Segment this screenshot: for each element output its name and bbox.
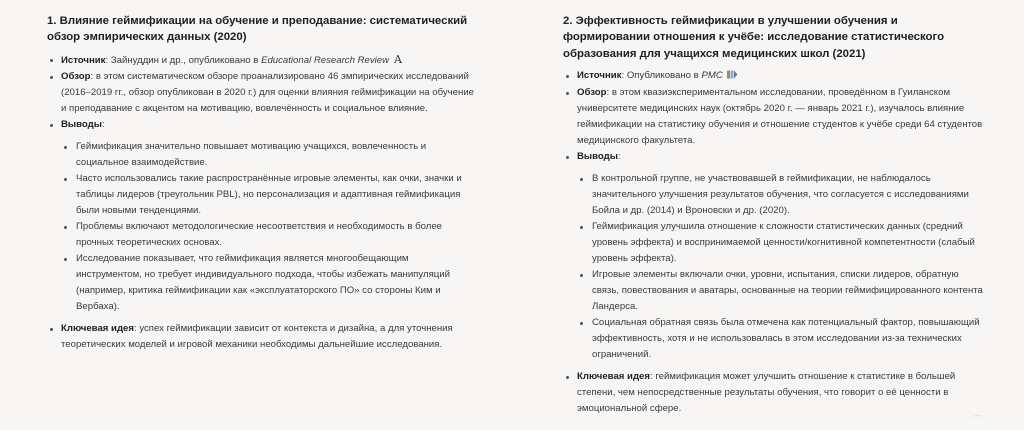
finding: В контрольной группе, не участвовавшей в геймификации, не наблюдалось значительного улучшения результатов обучения, что согласуется с исследованиями Бойла и др. (2014) и Вроновски и др. (2020). bbox=[577, 171, 983, 219]
findings-list bbox=[577, 171, 983, 363]
findings-colon: : bbox=[101, 118, 105, 130]
overview-item bbox=[47, 69, 477, 117]
source-item bbox=[47, 52, 477, 69]
journal-name[interactable]: Educational Research Review bbox=[261, 54, 390, 66]
overview-text: : в этом квазиэкспериментальном исследовании, проведённом в Гуиланском университете медицинских наук (октябрь 2020 г. — январь 2021 г.), изучалось влияние геймификации на статистику обучения и отношение студентов к учёбе среди 64 студентов медицинского факультета. bbox=[577, 86, 983, 146]
key-idea-text: : успех геймификации зависит от контекста и дизайна, а для уточнения теоретических моделей и игровой механики необходимы дальнейшие исследования. bbox=[61, 322, 453, 350]
study-details bbox=[563, 68, 983, 417]
overview-label: Обзор bbox=[61, 70, 91, 82]
overview-label: Обзор bbox=[577, 86, 607, 98]
source-label: Источник bbox=[577, 69, 622, 81]
study-2 bbox=[563, 13, 983, 417]
key-idea-item bbox=[47, 321, 477, 353]
journal-logo-icon[interactable]: A bbox=[394, 52, 402, 66]
finding: Геймификация улучшила отношение к сложности статистических данных (средний уровень эффекта) и воспринимаемой ценности/когнитивной компетентности (слабый уровень эффекта). bbox=[577, 219, 983, 267]
key-idea-text: : геймификация может улучшить отношение к статистике в большей степени, чем непосредственные результаты обучения, что говорит о её ценности в эмоциональной сфере. bbox=[577, 370, 956, 414]
study-1 bbox=[47, 13, 477, 353]
finding: Социальная обратная связь была отмечена как потенциальный фактор, повышающий эффективность, хотя и не использовалась в этом исследовании из-за технических ограничений. bbox=[577, 315, 983, 363]
findings-label: Выводы bbox=[61, 118, 102, 130]
overview-item bbox=[563, 85, 983, 149]
finding: Геймификация значительно повышает мотивацию учащихся, вовлеченность и социальное взаимодействие. bbox=[61, 139, 477, 171]
study-title: 2. Эффективность геймификации в улучшении обучения и формировании отношения к учёбе: исследование статистического образования для учащихся медицинских школ (2021) bbox=[563, 15, 945, 60]
findings-item bbox=[47, 117, 477, 315]
findings-list bbox=[61, 139, 477, 315]
source-text: : Опубликовано в bbox=[621, 69, 702, 81]
finding: Проблемы включают методологические несоответствия и необходимость в более прочных теоретических основах. bbox=[61, 219, 477, 251]
finding: Игровые элементы включали очки, уровни, испытания, списки лидеров, обратную связь, повествования и аватары, основанные на теории геймифицированного контента Ландерса. bbox=[577, 267, 983, 315]
findings-item bbox=[563, 149, 983, 363]
key-idea-item bbox=[563, 369, 983, 417]
source-item bbox=[563, 68, 983, 85]
study-details bbox=[47, 52, 477, 353]
findings-colon: : bbox=[617, 150, 621, 162]
findings-label: Выводы bbox=[577, 150, 618, 162]
source-text: : Зайнуддин и др., опубликовано в bbox=[105, 54, 262, 66]
journal-name[interactable]: PMC bbox=[701, 69, 723, 81]
pmc-logo-icon[interactable] bbox=[727, 69, 738, 85]
source-label: Источник bbox=[61, 54, 106, 66]
finding: Исследование показывает, что геймификация является многообещающим инструментом, но требует индивидуального подхода, чтобы избежать манипуляций (например, критика геймификации как «эксплуататорского ПО» со стороны Ким и Вербаха). bbox=[61, 251, 477, 315]
key-idea-label: Ключевая идея bbox=[61, 322, 134, 334]
key-idea-label: Ключевая идея bbox=[577, 370, 650, 382]
overview-text: : в этом систематическом обзоре проанализировано 46 эмпирических исследований (2016–2019 гг., обзор опубликован в 2020 г.) для оценки влияния геймификации на обучение и преподавание с акцентом на мотивацию, вовлечённость и социальное влияние. bbox=[61, 70, 474, 114]
finding: Часто использовались такие распространённые игровые элементы, как очки, значки и таблицы лидеров (треугольник PBL), но персонализация и адаптивная геймификация были новыми тенденциями. bbox=[61, 171, 477, 219]
study-title: 1. Влияние геймификации на обучение и преподавание: систематический обзор эмпирических данных (2020) bbox=[47, 15, 468, 44]
scroll-to-bottom-button[interactable] bbox=[970, 415, 984, 422]
